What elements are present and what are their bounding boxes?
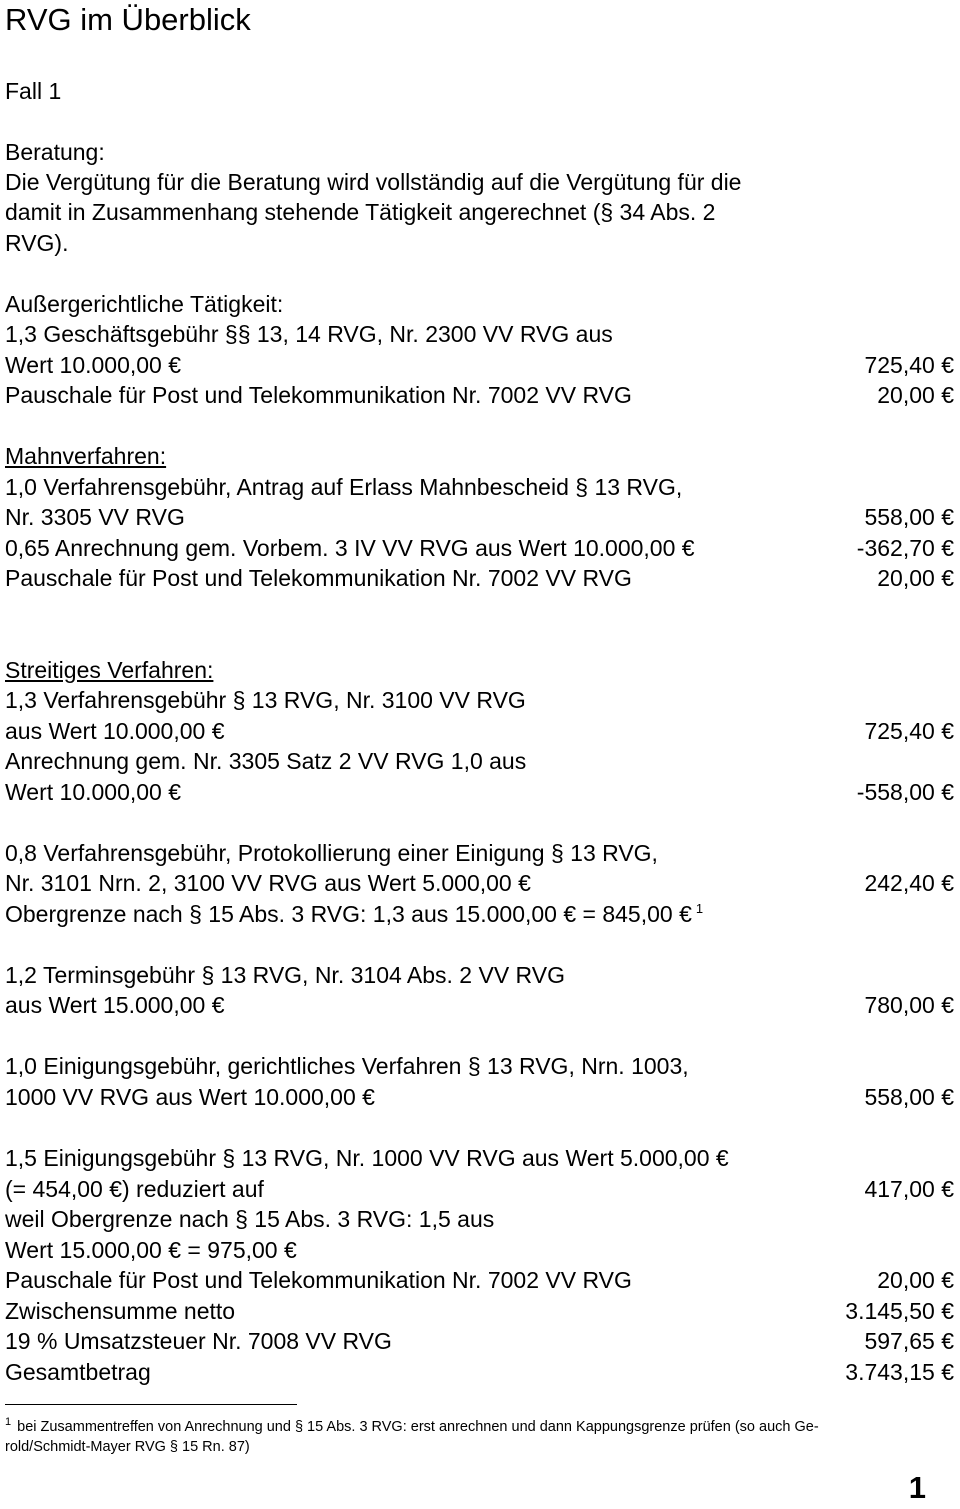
- streitig-line-12: 1,5 Einigungsgebühr § 13 RVG, Nr. 1000 VV RVG aus Wert 5.000,00 €: [5, 1145, 729, 1171]
- amount: 417,00 €: [864, 1176, 954, 1202]
- footnote-reference[interactable]: 1: [695, 901, 704, 917]
- beratung-heading: Beratung:: [5, 139, 105, 165]
- amount: -558,00 €: [856, 779, 954, 805]
- page-title: RVG im Überblick: [5, 2, 251, 37]
- line-text: 0,65 Anrechnung gem. Vorbem. 3 IV VV RVG aus Wert 10.000,00 €: [5, 535, 695, 561]
- amount: 20,00 €: [877, 382, 954, 408]
- footnote-marker: 1: [5, 1416, 12, 1429]
- streitig-heading: Streitiges Verfahren:: [5, 657, 214, 683]
- streitig-line-6: [5, 868, 954, 898]
- streitig-line-7: [5, 899, 954, 929]
- amount: 242,40 €: [864, 870, 954, 896]
- streitig-line-5: 0,8 Verfahrensgebühr, Protokollierung einer Einigung § 13 RVG,: [5, 840, 658, 866]
- streitig-line-1: 1,3 Verfahrensgebühr § 13 RVG, Nr. 3100 VV RVG: [5, 687, 526, 713]
- line-text: Nr. 3101 Nrn. 2, 3100 VV RVG aus Wert 5.000,00 €: [5, 870, 531, 896]
- page-number: 1: [908, 1470, 926, 1505]
- footnote-line-1: [5, 1417, 819, 1437]
- aussergerichtlich-line-3: [5, 380, 954, 410]
- vat-row: [5, 1326, 954, 1356]
- aussergerichtlich-line-1: 1,3 Geschäftsgebühr §§ 13, 14 RVG, Nr. 2300 VV RVG aus: [5, 321, 613, 347]
- line-text: Wert 10.000,00 €: [5, 352, 182, 378]
- case-label: Fall 1: [5, 78, 62, 104]
- aussergerichtlich-line-2: [5, 350, 954, 380]
- streitig-line-2: [5, 716, 954, 746]
- amount: 780,00 €: [864, 992, 954, 1018]
- line-text: Wert 10.000,00 €: [5, 779, 182, 805]
- streitig-line-8: 1,2 Terminsgebühr § 13 RVG, Nr. 3104 Abs. 2 VV RVG: [5, 962, 565, 988]
- streitig-line-11: [5, 1082, 954, 1112]
- amount: 725,40 €: [864, 352, 954, 378]
- vat-label: 19 % Umsatzsteuer Nr. 7008 VV RVG: [5, 1328, 392, 1354]
- amount: 725,40 €: [864, 718, 954, 744]
- line-text: 1000 VV RVG aus Wert 10.000,00 €: [5, 1084, 375, 1110]
- streitig-line-14: weil Obergrenze nach § 15 Abs. 3 RVG: 1,5 aus: [5, 1206, 495, 1232]
- streitig-line-15: Wert 15.000,00 € = 975,00 €: [5, 1237, 297, 1263]
- amount: 558,00 €: [864, 504, 954, 530]
- line-text: Pauschale für Post und Telekommunikation Nr. 7002 VV RVG: [5, 565, 632, 591]
- mahnverfahren-line-1: 1,0 Verfahrensgebühr, Antrag auf Erlass Mahnbescheid § 13 RVG,: [5, 474, 683, 500]
- beratung-line-3: RVG).: [5, 230, 69, 256]
- streitig-line-3: Anrechnung gem. Nr. 3305 Satz 2 VV RVG 1,0 aus: [5, 748, 527, 774]
- amount: 20,00 €: [877, 1267, 954, 1293]
- footnote-text: bei Zusammentreffen von Anrechnung und § 15 Abs. 3 RVG: erst anrechnen und dann Kappungsgrenze prüfen (so auch Ge-: [17, 1419, 819, 1435]
- footnote-separator: [5, 1404, 297, 1405]
- line-text: Nr. 3305 VV RVG: [5, 504, 185, 530]
- amount: -362,70 €: [856, 535, 954, 561]
- streitig-line-4: [5, 777, 954, 807]
- amount: 20,00 €: [877, 565, 954, 591]
- total-row: [5, 1357, 954, 1387]
- mahnverfahren-heading: Mahnverfahren:: [5, 443, 167, 469]
- beratung-line-1: Die Vergütung für die Beratung wird vollständig auf die Vergütung für die: [5, 169, 742, 195]
- mahnverfahren-line-4: [5, 563, 954, 593]
- streitig-line-9: [5, 990, 954, 1020]
- mahnverfahren-line-2: [5, 502, 954, 532]
- net-subtotal-label: Zwischensumme netto: [5, 1298, 236, 1324]
- beratung-line-2: damit in Zusammenhang stehende Tätigkeit angerechnet (§ 34 Abs. 2: [5, 199, 716, 225]
- total-amount: 3.743,15 €: [845, 1359, 954, 1385]
- streitig-line-13: [5, 1174, 954, 1204]
- line-text: Pauschale für Post und Telekommunikation Nr. 7002 VV RVG: [5, 1267, 632, 1293]
- mahnverfahren-line-3: [5, 533, 954, 563]
- net-subtotal-amount: 3.145,50 €: [845, 1298, 954, 1324]
- amount: 558,00 €: [864, 1084, 954, 1110]
- net-subtotal-row: [5, 1296, 954, 1326]
- line-text: aus Wert 15.000,00 €: [5, 992, 225, 1018]
- footnote-line-2: rold/Schmidt-Mayer RVG § 15 Rn. 87): [5, 1439, 250, 1455]
- total-label: Gesamtbetrag: [5, 1359, 151, 1385]
- vat-amount: 597,65 €: [864, 1328, 954, 1354]
- line-text: Obergrenze nach § 15 Abs. 3 RVG: 1,3 aus 15.000,00 € = 845,00 €: [5, 901, 692, 927]
- aussergerichtlich-heading: Außergerichtliche Tätigkeit:: [5, 291, 284, 317]
- line-text: (= 454,00 €) reduziert auf: [5, 1176, 264, 1202]
- line-text: Pauschale für Post und Telekommunikation Nr. 7002 VV RVG: [5, 382, 632, 408]
- streitig-line-10: 1,0 Einigungsgebühr, gerichtliches Verfahren § 13 RVG, Nrn. 1003,: [5, 1053, 689, 1079]
- streitig-line-16: [5, 1265, 954, 1295]
- line-text: aus Wert 10.000,00 €: [5, 718, 225, 744]
